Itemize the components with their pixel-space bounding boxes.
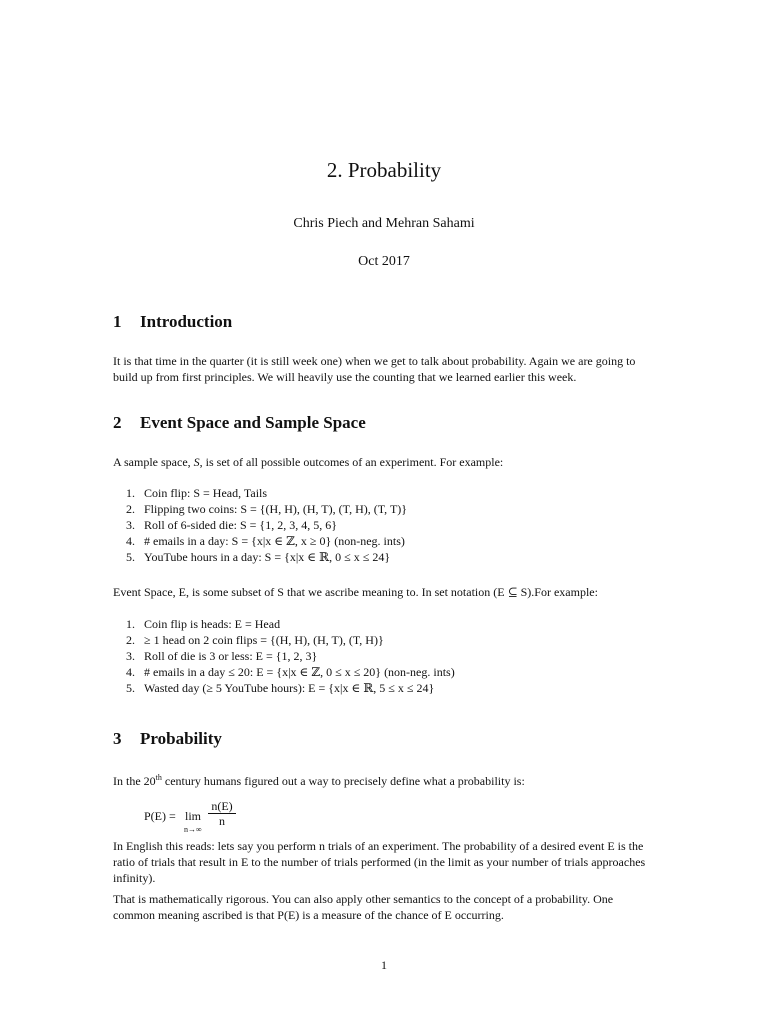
equation-denominator: n <box>219 814 225 828</box>
list-text: Roll of 6-sided die: S = {1, 2, 3, 4, 5, 6} <box>144 518 337 532</box>
list-item <box>126 616 455 632</box>
list-item <box>126 632 455 648</box>
list-item <box>126 680 455 696</box>
list-item <box>126 533 407 549</box>
list-number: 3. <box>126 649 135 663</box>
list-number: 2. <box>126 633 135 647</box>
section-number: 1 <box>113 312 122 331</box>
sample-space-text-b: , is set of all possible outcomes of an experiment. For example: <box>199 455 504 469</box>
list-text: Coin flip: S = Head, Tails <box>144 486 268 500</box>
equation-lim-subscript: n→∞ <box>184 825 202 834</box>
equation-numerator: n(E) <box>208 799 236 814</box>
event-space-definition: Event Space, E, is some subset of S that we ascribe meaning to. In set notation (E ⊆ S).For example: <box>113 585 598 599</box>
list-item <box>126 517 407 533</box>
list-text: # emails in a day: S = {x|x ∈ ℤ, x ≥ 0} (non-neg. ints) <box>144 534 405 548</box>
section-heading-probability <box>113 729 222 749</box>
section-title: Event Space and Sample Space <box>140 413 366 432</box>
section-heading-introduction <box>113 312 232 332</box>
list-item <box>126 664 455 680</box>
document-date: Oct 2017 <box>358 254 410 269</box>
sample-space-text-a: A sample space, <box>113 455 194 469</box>
section-number: 2 <box>113 413 122 432</box>
list-text: # emails in a day ≤ 20: E = {x|x ∈ ℤ, 0 ≤ x ≤ 20} (non-neg. ints) <box>144 665 455 679</box>
section-heading-event-space <box>113 413 366 433</box>
section-title: Introduction <box>140 312 233 331</box>
list-number: 5. <box>126 681 135 695</box>
sample-space-list <box>126 485 407 565</box>
list-number: 1. <box>126 617 135 631</box>
probability-paragraph-2: That is mathematically rigorous. You can also apply other semantics to the concept of a probability. One common meaning ascribed is that P(E) is a measure of the chance of E occurring. <box>113 892 614 922</box>
section-title: Probability <box>140 729 222 748</box>
list-item <box>126 501 407 517</box>
list-text: ≥ 1 head on 2 coin flips = {(H, H), (H, T), (T, H)} <box>144 633 384 647</box>
equation-fraction <box>208 799 236 828</box>
list-number: 3. <box>126 518 135 532</box>
prob-intro-sup: th <box>155 773 162 782</box>
document-authors: Chris Piech and Mehran Sahami <box>293 216 475 231</box>
probability-intro <box>113 770 658 789</box>
section-number: 3 <box>113 729 122 748</box>
list-number: 5. <box>126 550 135 564</box>
page-number: 1 <box>381 958 387 972</box>
list-number: 2. <box>126 502 135 516</box>
prob-intro-b: century humans figured out a way to precisely define what a probability is: <box>161 774 525 788</box>
sample-space-definition <box>113 454 658 470</box>
event-space-list <box>126 616 455 696</box>
intro-paragraph: It is that time in the quarter (it is still week one) when we get to talk about probability. Again we are going to build up from first principles. We will heavily use the counting that we learned earlier this week. <box>113 354 636 384</box>
list-item <box>126 549 407 565</box>
list-text: Coin flip is heads: E = Head <box>144 617 281 631</box>
equation-lhs: P(E) = <box>144 809 176 823</box>
list-text: Wasted day (≥ 5 YouTube hours): E = {x|x ∈ ℝ, 5 ≤ x ≤ 24} <box>144 681 435 695</box>
list-number: 4. <box>126 665 135 679</box>
probability-paragraph-1: In English this reads: lets say you perform n trials of an experiment. The probability of a desired event E is the ratio of trials that result in E to the number of trials performed (in the limit as your number of trials approaches infinity). <box>113 839 646 885</box>
list-text: Roll of die is 3 or less: E = {1, 2, 3} <box>144 649 318 663</box>
sample-space-var: S <box>193 455 200 469</box>
list-text: Flipping two coins: S = {(H, H), (H, T), (T, H), (T, T)} <box>144 502 408 516</box>
prob-intro-a: In the 20 <box>113 774 156 788</box>
list-number: 4. <box>126 534 135 548</box>
equation-lim: lim <box>185 809 202 823</box>
list-text: YouTube hours in a day: S = {x|x ∈ ℝ, 0 ≤ x ≤ 24} <box>144 550 391 564</box>
list-item <box>126 485 407 501</box>
document-title: 2. Probability <box>326 158 442 182</box>
list-number: 1. <box>126 486 135 500</box>
list-item <box>126 648 455 664</box>
